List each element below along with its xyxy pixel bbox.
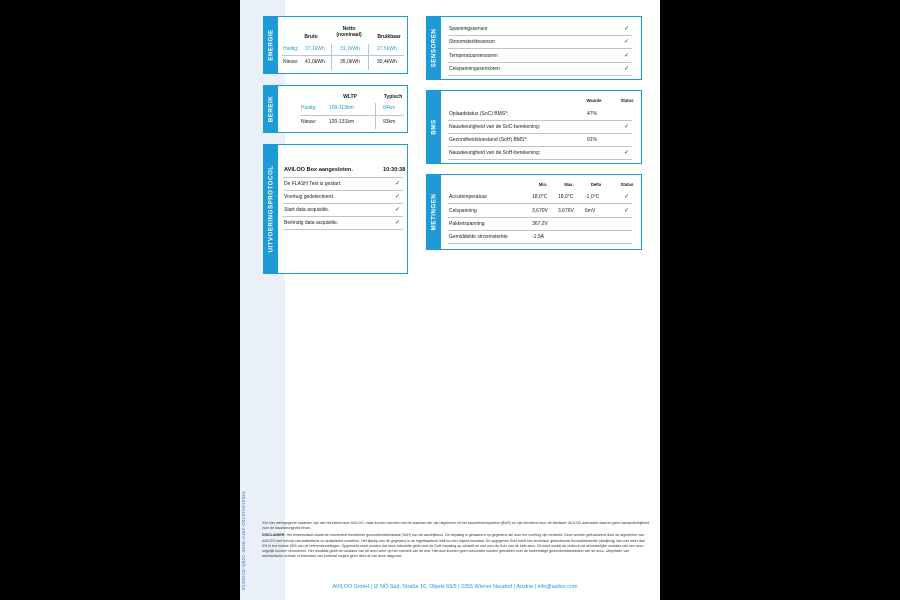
sensor-item-3: Temperatuursensoren bbox=[449, 53, 498, 59]
protocol-tab: UITVOERINGSPROTOCOL bbox=[264, 145, 278, 273]
protocol-item-4: Beëindig data acquisitie. bbox=[284, 220, 339, 226]
check-icon: ✓ bbox=[624, 208, 630, 214]
sensoren-tab: SENSOREN bbox=[427, 17, 441, 79]
metingen-row-4-label: Gemiddelde stroomsterkte bbox=[449, 234, 508, 240]
metingen-row-2-min: 3,670V bbox=[532, 208, 548, 214]
check-icon: ✓ bbox=[395, 220, 401, 226]
metingen-row-1-max: 18,0°C bbox=[558, 194, 574, 200]
disclaimer-body: Het testresultaat omvat de momenteel berekende gezondheidstoestand (SoH) van de aandrijfaccu. De bepaling is gebaseerd op gegevens die door het voertuig zijn verstrekt. Deze worden geëvalueerd door de algoritmen van AVILOO met behulp van statistische en analytische modellen. Het tijdstip van de gegevens in de regelbaarheid leidt tot een onjuist resultaat. De opgegeven SoH heeft een technisch gefundeerde fluctuatiebreedte (afwijking) van niet meer dan 3% in ten minste 95% van de referentiemetingen. Opgemerkt moet worden dat deze tolerantie geldt voor de SoH-bepaling op zichzelf en niet voor de SoH van de hele accu. Dit komt omdat de cellen in de afzonderlijke modules van een accu ongelijk kunnen verouderen. Het resultaat geeft de toestand van de accu weer op het moment van de test. Hierdoor kunnen geen conclusies worden getrokken over de toekomstige gezondheidstoestand van de accu. Uitsplitsen van mechanische schade of invloeden van buitenaf mogen geen deel uit van deze diagnose. bbox=[262, 533, 645, 559]
metingen-row-3-label: Pakketspanning bbox=[449, 221, 485, 227]
protocol-title: AVILOO Box aangesloten. bbox=[284, 167, 353, 173]
disclaimer-label: DISCLAIMER: bbox=[262, 533, 286, 538]
metingen-row-2-max: 3,676V bbox=[558, 208, 574, 214]
check-icon: ✓ bbox=[395, 194, 401, 200]
metingen-header-min: Min. bbox=[538, 182, 548, 187]
energie-nieuw-bruikbaar: 30,4kWh bbox=[377, 59, 397, 65]
check-icon: ✓ bbox=[624, 124, 630, 130]
check-icon: ✓ bbox=[624, 66, 630, 72]
document-id-text: 5243DCE-Q82C-464E-A46F-D0197A61F054 bbox=[241, 491, 246, 590]
metingen-card bbox=[426, 174, 642, 250]
metingen-header-status: Status bbox=[620, 182, 634, 187]
bereik-header-wltp: WLTP bbox=[343, 94, 357, 100]
footnote-text: *De hier weergegeven waarden zijn niet berekend door AVILOO, maar komen overeen met de waarden die zijn uitgelezen uit het accubeheersysteem (BMS) en zijn berekend door de fabrikant. AVILOO aanvaardt daarom geen aansprakelijkheid voor de nauwkeurigheid ervan. bbox=[262, 521, 650, 531]
check-icon: ✓ bbox=[624, 53, 630, 59]
energie-nieuw-bruto: 41,0kWh bbox=[305, 59, 325, 65]
bms-row-2-label: Nauwkeurigheid van de SoC-berekening: bbox=[449, 124, 541, 130]
check-icon: ✓ bbox=[395, 181, 401, 187]
bms-tab: BMS bbox=[427, 91, 441, 163]
bereik-row-nieuw-label: Nieuw: bbox=[301, 119, 317, 125]
energie-huidig-netto: 31,7kWh bbox=[340, 46, 360, 52]
bereik-huidig-wltp: 109-119km bbox=[329, 105, 354, 111]
metingen-header-delta: Delta bbox=[590, 182, 602, 187]
bereik-nieuw-wltp: 120-131km bbox=[329, 119, 355, 125]
energie-header-bruikbaar: Bruikbaar bbox=[377, 34, 401, 40]
bms-row-3-value: 91% bbox=[587, 137, 598, 143]
check-icon: ✓ bbox=[395, 207, 401, 213]
protocol-time: 10:30:38 bbox=[383, 167, 406, 173]
sensor-item-1: Spanningssensor bbox=[449, 26, 488, 32]
energie-row-nieuw-label: Nieuw: bbox=[283, 59, 299, 65]
metingen-row-3-min: 367,2V bbox=[532, 221, 548, 227]
metingen-tab: METINGEN bbox=[427, 175, 441, 249]
company-footer: AVILOO GmbH | IZ NÖ-Süd, Straße 16, Objekt 69/5 | 2355 Wiener Neudorf | Austria | info@aviloo.com bbox=[332, 584, 578, 590]
bereik-row-huidig-label: Huidig: bbox=[301, 105, 317, 111]
metingen-row-4-min: -1,5A bbox=[532, 234, 544, 240]
bereik-card bbox=[263, 85, 408, 133]
bms-row-1-value: 47% bbox=[587, 111, 598, 117]
bms-header-waarde: Waarde bbox=[586, 98, 602, 103]
energie-huidig-bruikbaar: 27,5kWh bbox=[377, 46, 397, 52]
energie-header-bruto: Bruto bbox=[304, 34, 318, 40]
protocol-item-3: Start data acquisitie. bbox=[284, 207, 330, 213]
bereik-header-typisch: Typisch bbox=[383, 94, 403, 100]
bms-header-status: Status bbox=[620, 98, 634, 103]
bms-row-4-label: Nauwkeurigheid van de SoH-berekening: bbox=[449, 150, 541, 156]
document-id bbox=[241, 460, 253, 590]
protocol-item-1: De FLASH Test is gestart. bbox=[284, 181, 342, 187]
report-page bbox=[240, 0, 660, 600]
sensor-item-4: Celspanningssensoren bbox=[449, 66, 500, 72]
disclaimer-text bbox=[262, 533, 650, 559]
metingen-row-1-label: Accutemperatuur bbox=[449, 194, 488, 200]
bms-card bbox=[426, 90, 642, 164]
protocol-card bbox=[263, 144, 408, 274]
energie-row-huidig-label: Huidig: bbox=[283, 46, 299, 52]
bms-row-1-label: Oplaadstatus (SoC) BMS*: bbox=[449, 111, 509, 117]
metingen-row-1-delta: -1,0°C bbox=[585, 194, 600, 200]
check-icon: ✓ bbox=[624, 194, 630, 200]
check-icon: ✓ bbox=[624, 39, 630, 45]
protocol-item-2: Voertuig gedetecteerd. bbox=[284, 194, 335, 200]
check-icon: ✓ bbox=[624, 150, 630, 156]
metingen-row-2-delta: 6mV bbox=[585, 208, 596, 214]
disclaimer-block bbox=[262, 521, 650, 559]
bereik-tab: BEREIK bbox=[264, 86, 278, 132]
bms-row-3-label: Gezondheidstoestand (SoH) BMS*: bbox=[449, 137, 528, 143]
metingen-row-1-min: 18,0°C bbox=[532, 194, 548, 200]
energie-nieuw-netto: 35,0kWh bbox=[340, 59, 360, 65]
metingen-row-2-label: Celspanning bbox=[449, 208, 477, 214]
energie-tab: ENERGIE bbox=[264, 17, 278, 73]
sensor-item-2: Stroomsterktesensor bbox=[449, 39, 496, 45]
energie-card bbox=[263, 16, 408, 74]
bereik-huidig-typisch: 84km bbox=[383, 105, 396, 111]
sensoren-card bbox=[426, 16, 642, 80]
energie-header-netto: Netto (nominaal) bbox=[336, 26, 362, 38]
bereik-nieuw-typisch: 93km bbox=[383, 119, 396, 125]
energie-huidig-bruto: 37,1kWh bbox=[305, 46, 325, 52]
check-icon: ✓ bbox=[624, 26, 630, 32]
metingen-header-max: Max. bbox=[564, 182, 574, 187]
